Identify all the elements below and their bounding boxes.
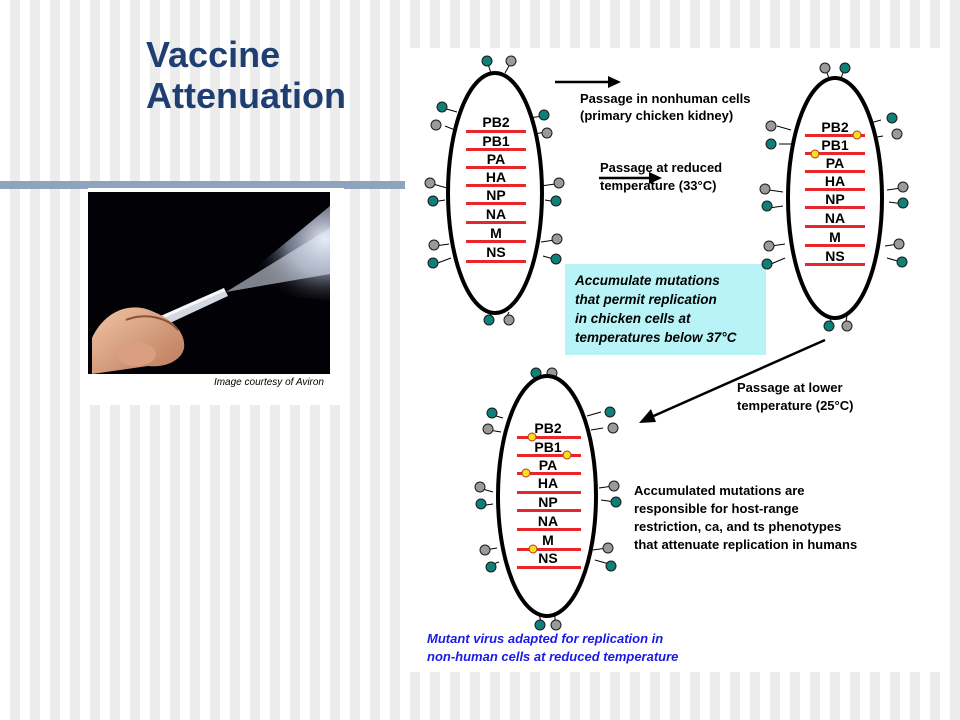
segment-label-np: NP <box>538 494 558 510</box>
callout-line1: Accumulate mutations <box>575 273 720 288</box>
segment-label-na: NA <box>537 513 559 529</box>
attenuation-diagram-svg <box>405 48 941 672</box>
segment-label-pb2: PB2 <box>821 119 849 135</box>
segment-label-ns: NS <box>825 248 845 264</box>
virus-wildtype <box>425 56 564 325</box>
segment-label-pb2: PB2 <box>534 420 562 436</box>
segment-label-ha: HA <box>537 475 559 491</box>
step2-line1: Passage at reduced <box>600 160 723 175</box>
slide-title <box>146 34 346 116</box>
footer-line2: non-human cells at reduced temperature <box>427 649 679 664</box>
photo-credit: Image courtesy of Aviron <box>213 377 324 388</box>
result-line4: that attenuate replication in humans <box>634 537 858 552</box>
footer-line1: Mutant virus adapted for replication in <box>427 631 664 646</box>
segment-label-np: NP <box>486 187 506 203</box>
segment-label-np: NP <box>825 191 845 207</box>
result-line3: restriction, ca, and ts phenotypes <box>634 519 842 534</box>
callout-line2: that permit replication <box>575 292 717 307</box>
segment-label-ns: NS <box>538 550 558 566</box>
segment-label-pa: PA <box>486 151 506 167</box>
segment-label-m: M <box>542 532 554 548</box>
slide-title-line-2: Attenuation <box>146 75 346 116</box>
callout-line4: temperatures below 37°C <box>575 330 737 345</box>
segment-label-na: NA <box>485 206 507 222</box>
segment-label-na: NA <box>824 210 846 226</box>
segment-label-m: M <box>829 229 841 245</box>
step2-line2: temperature (33°C) <box>600 178 717 193</box>
result-line1: Accumulated mutations are <box>634 483 805 498</box>
slide-title-line-1: Vaccine <box>146 34 281 75</box>
step1-line2: (primary chicken kidney) <box>580 108 734 123</box>
attenuation-diagram <box>405 48 941 672</box>
segment-label-pa: PA <box>825 155 845 171</box>
virus-attenuated <box>475 368 621 630</box>
segment-label-pb1: PB1 <box>534 439 562 455</box>
virus-passaged <box>760 63 908 331</box>
segment-label-pa: PA <box>538 457 558 473</box>
mutation-callout-box <box>565 264 766 355</box>
nasal-spray-image <box>88 188 344 405</box>
nasal-spray-photo <box>88 188 344 405</box>
segment-label-pb2: PB2 <box>482 114 510 130</box>
segment-label-ha: HA <box>824 173 846 189</box>
segment-label-ns: NS <box>486 244 506 260</box>
step3-line2: temperature (25°C) <box>737 398 854 413</box>
step3-line1: Passage at lower <box>737 380 843 395</box>
segment-label-pb1: PB1 <box>821 137 849 153</box>
step1-line1: Passage in nonhuman cells <box>580 91 751 106</box>
segment-label-m: M <box>490 225 502 241</box>
segment-label-pb1: PB1 <box>482 133 510 149</box>
result-line2: responsible for host-range <box>634 501 799 516</box>
callout-line3: in chicken cells at <box>575 311 691 326</box>
segment-label-ha: HA <box>485 169 507 185</box>
